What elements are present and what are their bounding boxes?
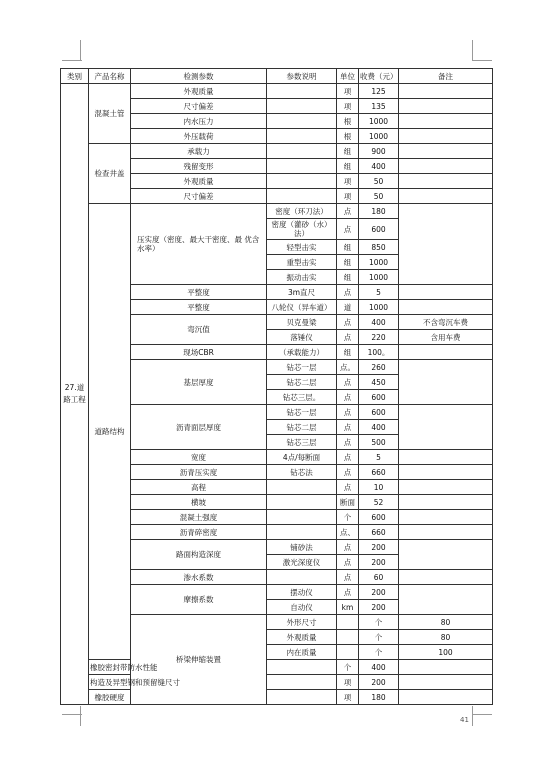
fee-cell: 1000 [359, 255, 399, 270]
desc-cell [267, 159, 337, 174]
fee-cell: 600 [359, 510, 399, 525]
desc-cell [267, 129, 337, 144]
col-header-description: 参数说明 [267, 69, 337, 84]
fee-cell: 1000 [359, 129, 399, 144]
fee-cell: 850 [359, 240, 399, 255]
fee-cell: 5 [359, 285, 399, 300]
unit-cell: 点 [337, 435, 359, 450]
fee-cell: 1000 [359, 270, 399, 285]
note-cell [399, 360, 493, 405]
unit-cell: 点 [337, 540, 359, 555]
param-cell: 内水压力 [131, 114, 267, 129]
product-cell: 检查井盖 [89, 144, 131, 204]
unit-cell: 点 [337, 315, 359, 330]
fee-cell: 600 [359, 219, 399, 240]
crop-mark [472, 706, 473, 726]
param-cell: 尺寸偏差 [131, 99, 267, 114]
unit-cell: 点。 [337, 360, 359, 375]
fee-cell: 200 [359, 600, 399, 615]
param-cell: 外观质量 [267, 630, 337, 645]
unit-cell: 点 [337, 465, 359, 480]
desc-cell: 钻芯一层 [267, 360, 337, 375]
unit-cell: 组 [337, 345, 359, 360]
unit-cell: 点 [337, 405, 359, 420]
fee-cell: 80 [399, 630, 493, 645]
col-header-unit: 单位 [337, 69, 359, 84]
product-cell: 混凝土管 [89, 84, 131, 144]
fee-cell: 135 [359, 99, 399, 114]
param-cell: 平整度 [131, 285, 267, 300]
desc-cell: 八轮仪（异车道） [267, 300, 337, 315]
note-cell [399, 285, 493, 300]
param-cell: 压实度（密度、最大干密度、最 优含水率） [131, 204, 267, 285]
note-cell [399, 84, 493, 99]
fee-cell: 180 [359, 690, 399, 705]
param-cell: 宽度 [131, 450, 267, 465]
fee-cell: 100。 [359, 345, 399, 360]
fee-cell: 80 [399, 615, 493, 630]
unit-cell: 点、 [337, 525, 359, 540]
desc-cell: 钻芯三层。 [267, 390, 337, 405]
param-cell: 混凝土强度 [131, 510, 267, 525]
param-cell: 外观质量 [131, 174, 267, 189]
table-header-row [61, 69, 493, 84]
col-header-parameter: 检测参数 [131, 69, 267, 84]
desc-cell: 钻芯三层 [267, 435, 337, 450]
unit-cell: 组 [337, 240, 359, 255]
param-cell: 橡胶密封带防水性能 [89, 660, 131, 675]
note-cell [399, 450, 493, 465]
desc-cell [337, 645, 359, 660]
unit-cell: 组 [337, 159, 359, 174]
fee-cell: 1000 [359, 300, 399, 315]
desc-cell: 密度（环刀法） [267, 204, 337, 219]
unit-cell: 组 [337, 144, 359, 159]
fee-cell: 450 [359, 375, 399, 390]
desc-cell: 钻芯二层 [267, 420, 337, 435]
product-cell: 道路结构 [89, 204, 131, 660]
fee-cell: 1000 [359, 114, 399, 129]
note-cell [399, 189, 493, 204]
desc-cell: 3m直尺 [267, 285, 337, 300]
param-cell: 外压载荷 [131, 129, 267, 144]
fee-table [60, 68, 493, 705]
param-cell: 尺寸偏差 [131, 189, 267, 204]
note-cell [399, 465, 493, 480]
note-cell [399, 660, 493, 675]
unit-cell: 点 [337, 219, 359, 240]
note-cell [399, 525, 493, 540]
fee-cell: 50 [359, 189, 399, 204]
note-cell [399, 480, 493, 495]
desc-cell: 激光深度仪 [267, 555, 337, 570]
crop-mark [80, 40, 81, 60]
page-number: 41 [460, 716, 469, 724]
param-cell: 高程 [131, 480, 267, 495]
note-cell [399, 174, 493, 189]
desc-cell: 重型击实 [267, 255, 337, 270]
desc-cell [267, 690, 337, 705]
fee-cell: 600 [359, 390, 399, 405]
desc-cell: 振动击实 [267, 270, 337, 285]
crop-mark [62, 60, 82, 61]
unit-cell: 点 [337, 585, 359, 600]
desc-cell: 贝克曼梁 [267, 315, 337, 330]
col-header-fee: 收费（元） [359, 69, 399, 84]
fee-cell: 400 [359, 420, 399, 435]
fee-cell: 400 [359, 660, 399, 675]
unit-cell: 点 [337, 375, 359, 390]
note-cell: 不含弯沉车费 [399, 315, 493, 330]
unit-cell: 道 [337, 300, 359, 315]
crop-mark [62, 714, 82, 715]
param-cell: 构造及异型钢和预留缝尺寸 [89, 675, 131, 690]
unit-cell: 点 [337, 390, 359, 405]
fee-cell: 200 [359, 540, 399, 555]
note-cell [399, 690, 493, 705]
param-cell: 内在质量 [267, 645, 337, 660]
desc-cell [267, 99, 337, 114]
note-cell [399, 114, 493, 129]
fee-cell: 100 [399, 645, 493, 660]
desc-cell [267, 174, 337, 189]
desc-cell [267, 480, 337, 495]
col-header-category: 类别 [61, 69, 89, 84]
desc-cell [267, 495, 337, 510]
table-row [61, 660, 493, 675]
param-cell: 沥青压实度 [131, 465, 267, 480]
unit-cell: 断面 [337, 495, 359, 510]
unit-cell: 点 [337, 204, 359, 219]
product-cell: 桥梁伸缩装置 [131, 615, 267, 705]
param-cell: 渗水系数 [131, 570, 267, 585]
unit-cell: 项 [337, 675, 359, 690]
unit-cell: 根 [337, 129, 359, 144]
note-cell [399, 300, 493, 315]
desc-cell [267, 510, 337, 525]
unit-cell: 点 [337, 555, 359, 570]
note-cell [399, 495, 493, 510]
desc-cell: （承载能力） [267, 345, 337, 360]
fee-cell: 400 [359, 159, 399, 174]
desc-cell [337, 615, 359, 630]
fee-cell: 50 [359, 174, 399, 189]
fee-cell: 200 [359, 675, 399, 690]
note-cell [399, 159, 493, 174]
unit-cell: 组 [337, 270, 359, 285]
fee-cell: 260 [359, 360, 399, 375]
fee-cell: 220 [359, 330, 399, 345]
desc-cell [337, 630, 359, 645]
param-cell: 橡胶硬度 [89, 690, 131, 705]
unit-cell: 点 [337, 330, 359, 345]
param-cell: 路面构造深度 [131, 540, 267, 570]
crop-mark [472, 60, 492, 61]
desc-cell [267, 84, 337, 99]
col-header-product: 产品名称 [89, 69, 131, 84]
desc-cell: 摆动仪 [267, 585, 337, 600]
desc-cell [267, 114, 337, 129]
note-cell: 含用车费 [399, 330, 493, 345]
unit-cell: 项 [337, 174, 359, 189]
param-cell: 沥青面层厚度 [131, 405, 267, 450]
unit-cell: 根 [337, 114, 359, 129]
fee-cell: 660 [359, 465, 399, 480]
unit-cell: 项 [337, 189, 359, 204]
param-cell: 外形尺寸 [267, 615, 337, 630]
fee-cell: 500 [359, 435, 399, 450]
desc-cell: 轻型击实 [267, 240, 337, 255]
desc-cell [267, 189, 337, 204]
param-cell: 现场CBR [131, 345, 267, 360]
unit-cell: 个 [359, 615, 399, 630]
note-cell [399, 204, 493, 285]
fee-cell: 10 [359, 480, 399, 495]
note-cell [399, 345, 493, 360]
unit-cell: 组 [337, 255, 359, 270]
desc-cell: 密度（灌砂（水）法） [267, 219, 337, 240]
param-cell: 摩擦系数 [131, 585, 267, 615]
crop-mark [472, 40, 473, 60]
category-cell: 27.道路工程 [61, 84, 89, 705]
table-row [61, 144, 493, 159]
fee-cell: 200 [359, 555, 399, 570]
fee-cell: 60 [359, 570, 399, 585]
param-cell: 基层厚度 [131, 360, 267, 405]
desc-cell: 铺砂法 [267, 540, 337, 555]
crop-mark [80, 706, 81, 726]
desc-cell [267, 675, 337, 690]
unit-cell: 点 [337, 285, 359, 300]
unit-cell: 点 [337, 450, 359, 465]
desc-cell: 钻芯一层 [267, 405, 337, 420]
fee-cell: 600 [359, 405, 399, 420]
note-cell [399, 585, 493, 615]
fee-cell: 900 [359, 144, 399, 159]
note-cell [399, 129, 493, 144]
crop-mark [472, 714, 492, 715]
param-cell: 沥青碎密度 [131, 525, 267, 540]
note-cell [399, 144, 493, 159]
desc-cell: 自动仪 [267, 600, 337, 615]
desc-cell [267, 570, 337, 585]
note-cell [399, 540, 493, 570]
unit-cell: 个 [359, 645, 399, 660]
unit-cell: 个 [359, 630, 399, 645]
note-cell [399, 570, 493, 585]
unit-cell: 个 [337, 660, 359, 675]
fee-cell: 200 [359, 585, 399, 600]
unit-cell: 项 [337, 84, 359, 99]
note-cell [399, 510, 493, 525]
param-cell: 承载力 [131, 144, 267, 159]
col-header-note: 备注 [399, 69, 493, 84]
unit-cell: 点 [337, 480, 359, 495]
unit-cell: 点 [337, 570, 359, 585]
fee-cell: 52 [359, 495, 399, 510]
desc-cell: 4点/每断面 [267, 450, 337, 465]
fee-cell: 400 [359, 315, 399, 330]
fee-cell: 660 [359, 525, 399, 540]
unit-cell: 个 [337, 510, 359, 525]
unit-cell: km [337, 600, 359, 615]
fee-cell: 125 [359, 84, 399, 99]
fee-cell: 5 [359, 450, 399, 465]
desc-cell: 落锤仪 [267, 330, 337, 345]
table-row [61, 675, 493, 690]
param-cell: 残留变形 [131, 159, 267, 174]
desc-cell: 钻芯二层 [267, 375, 337, 390]
fee-cell: 180 [359, 204, 399, 219]
param-cell: 弯沉值 [131, 315, 267, 345]
table-row [61, 204, 493, 219]
table-row [61, 690, 493, 705]
desc-cell [267, 660, 337, 675]
unit-cell: 项 [337, 690, 359, 705]
table-row [61, 84, 493, 99]
desc-cell [267, 144, 337, 159]
desc-cell [267, 525, 337, 540]
param-cell: 平整度 [131, 300, 267, 315]
param-cell: 外观质量 [131, 84, 267, 99]
note-cell [399, 405, 493, 450]
desc-cell: 钻芯法 [267, 465, 337, 480]
note-cell [399, 675, 493, 690]
unit-cell: 项 [337, 99, 359, 114]
param-cell: 横坡 [131, 495, 267, 510]
unit-cell: 点 [337, 420, 359, 435]
note-cell [399, 99, 493, 114]
